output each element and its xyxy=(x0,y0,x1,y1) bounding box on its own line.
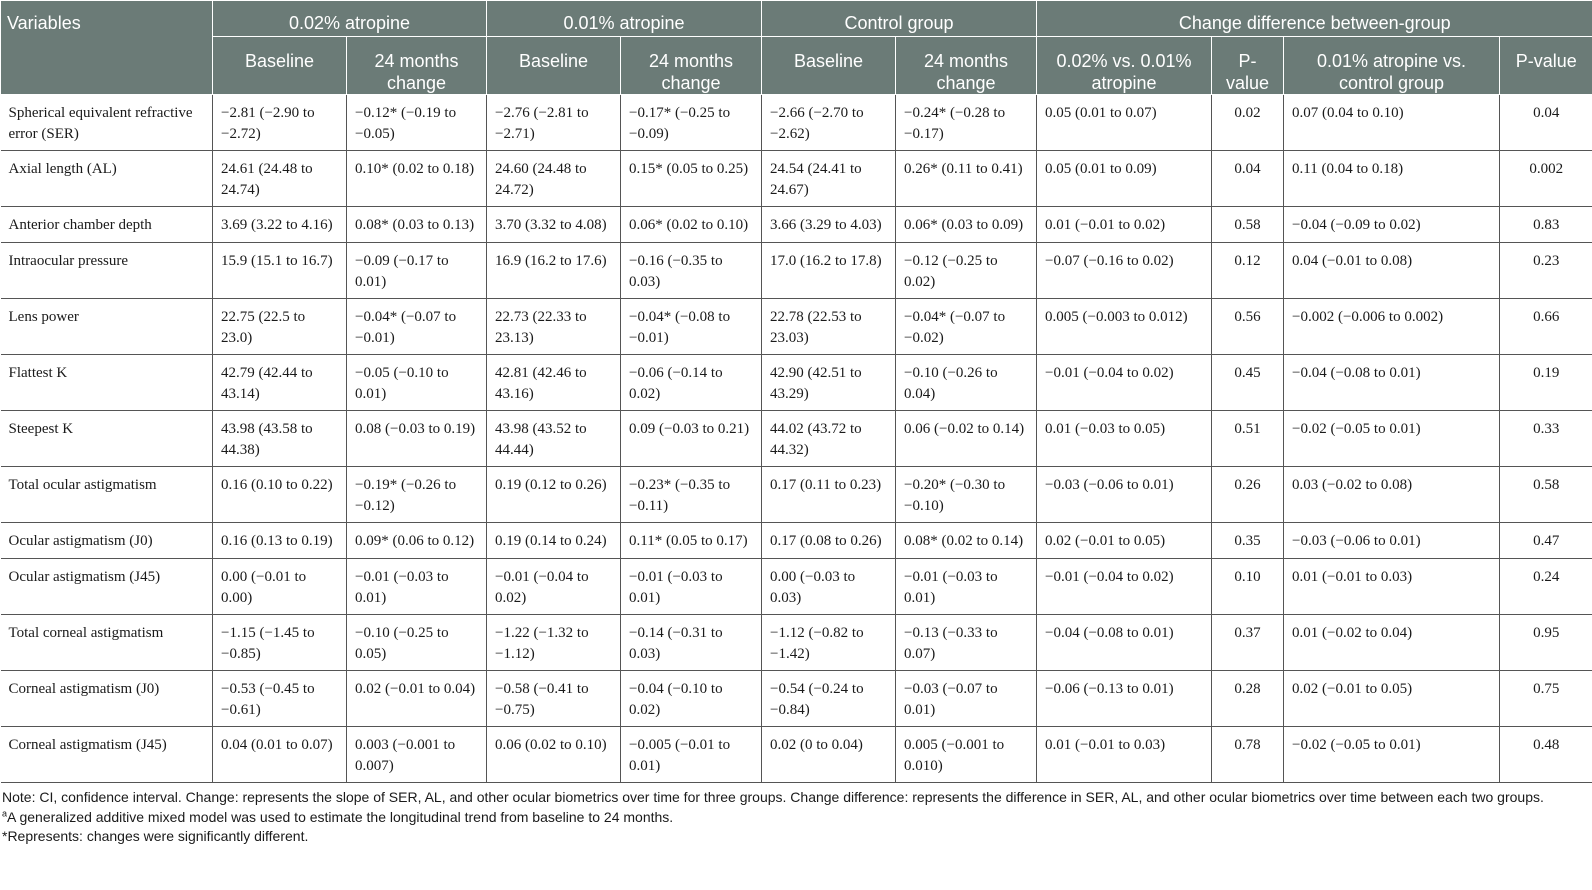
value-cell: 3.66 (3.29 to 4.03) xyxy=(762,207,896,243)
table-row xyxy=(1,671,1592,727)
value-cell: 0.17 (0.08 to 0.26) xyxy=(762,523,896,559)
value-cell: 0.05 (0.01 to 0.09) xyxy=(1037,151,1212,207)
value-cell: 43.98 (43.58 to 44.38) xyxy=(213,411,347,467)
p-value-cell: 0.002 xyxy=(1500,151,1592,207)
value-cell: −0.03 (−0.06 to 0.01) xyxy=(1037,467,1212,523)
table-row xyxy=(1,523,1592,559)
header-baseline-001: Baseline xyxy=(487,37,621,95)
p-value-cell: 0.28 xyxy=(1212,671,1284,727)
header-group-001: 0.01% atropine xyxy=(487,1,762,37)
value-cell: −0.10 (−0.26 to 0.04) xyxy=(896,355,1037,411)
row-variable: Steepest K xyxy=(1,411,213,467)
value-cell: 15.9 (15.1 to 16.7) xyxy=(213,243,347,299)
value-cell: −0.04 (−0.08 to 0.01) xyxy=(1284,355,1500,411)
p-value-cell: 0.02 xyxy=(1212,95,1284,151)
value-cell: 0.16 (0.13 to 0.19) xyxy=(213,523,347,559)
value-cell: −0.01 (−0.03 to 0.01) xyxy=(896,559,1037,615)
value-cell: −2.66 (−2.70 to −2.62) xyxy=(762,95,896,151)
table-row xyxy=(1,559,1592,615)
header-baseline-control: Baseline xyxy=(762,37,896,95)
value-cell: −0.04 (−0.10 to 0.02) xyxy=(621,671,762,727)
value-cell: 0.06 (0.02 to 0.10) xyxy=(487,727,621,783)
table-row xyxy=(1,355,1592,411)
p-value-cell: 0.37 xyxy=(1212,615,1284,671)
p-value-cell: 0.24 xyxy=(1500,559,1592,615)
value-cell: −0.01 (−0.04 to 0.02) xyxy=(487,559,621,615)
header-variables: Variables xyxy=(1,1,213,95)
value-cell: −0.04* (−0.07 to −0.01) xyxy=(347,299,487,355)
value-cell: 0.05 (0.01 to 0.07) xyxy=(1037,95,1212,151)
value-cell: −0.24* (−0.28 to −0.17) xyxy=(896,95,1037,151)
value-cell: 0.09 (−0.03 to 0.21) xyxy=(621,411,762,467)
value-cell: 43.98 (43.52 to 44.44) xyxy=(487,411,621,467)
value-cell: 0.06 (−0.02 to 0.14) xyxy=(896,411,1037,467)
value-cell: −0.06 (−0.14 to 0.02) xyxy=(621,355,762,411)
value-cell: 0.005 (−0.001 to 0.010) xyxy=(896,727,1037,783)
value-cell: 0.01 (−0.03 to 0.05) xyxy=(1037,411,1212,467)
value-cell: 0.02 (−0.01 to 0.04) xyxy=(347,671,487,727)
note-significance: *Represents: changes were significantly different. xyxy=(2,828,309,844)
value-cell: 0.04 (−0.01 to 0.08) xyxy=(1284,243,1500,299)
table-row xyxy=(1,615,1592,671)
value-cell: 22.73 (22.33 to 23.13) xyxy=(487,299,621,355)
value-cell: −1.12 (−0.82 to −1.42) xyxy=(762,615,896,671)
value-cell: 22.78 (22.53 to 23.03) xyxy=(762,299,896,355)
p-value-cell: 0.48 xyxy=(1500,727,1592,783)
table-row xyxy=(1,151,1592,207)
row-variable: Axial length (AL) xyxy=(1,151,213,207)
value-cell: −0.01 (−0.04 to 0.02) xyxy=(1037,559,1212,615)
table-row xyxy=(1,95,1592,151)
table-row xyxy=(1,411,1592,467)
value-cell: 0.03 (−0.02 to 0.08) xyxy=(1284,467,1500,523)
value-cell: −0.01 (−0.04 to 0.02) xyxy=(1037,355,1212,411)
p-value-cell: 0.83 xyxy=(1500,207,1592,243)
value-cell: −0.04* (−0.07 to −0.02) xyxy=(896,299,1037,355)
p-value-cell: 0.47 xyxy=(1500,523,1592,559)
row-variable: Ocular astigmatism (J45) xyxy=(1,559,213,615)
value-cell: 24.60 (24.48 to 24.72) xyxy=(487,151,621,207)
value-cell: 0.15* (0.05 to 0.25) xyxy=(621,151,762,207)
value-cell: −0.05 (−0.10 to 0.01) xyxy=(347,355,487,411)
value-cell: −0.23* (−0.35 to −0.11) xyxy=(621,467,762,523)
value-cell: 42.79 (42.44 to 43.14) xyxy=(213,355,347,411)
value-cell: −0.005 (−0.01 to 0.01) xyxy=(621,727,762,783)
value-cell: −1.15 (−1.45 to −0.85) xyxy=(213,615,347,671)
header-change-control: 24 months change xyxy=(896,37,1037,95)
value-cell: −0.01 (−0.03 to 0.01) xyxy=(347,559,487,615)
value-cell: −0.54 (−0.24 to −0.84) xyxy=(762,671,896,727)
value-cell: −0.04 (−0.08 to 0.01) xyxy=(1037,615,1212,671)
value-cell: 0.11 (0.04 to 0.18) xyxy=(1284,151,1500,207)
header-baseline-002: Baseline xyxy=(213,37,347,95)
value-cell: 0.01 (−0.01 to 0.03) xyxy=(1037,727,1212,783)
value-cell: −0.12* (−0.19 to −0.05) xyxy=(347,95,487,151)
header-group-difference: Change difference between-group xyxy=(1037,1,1592,37)
value-cell: 0.01 (−0.02 to 0.04) xyxy=(1284,615,1500,671)
header-change-001: 24 months change xyxy=(621,37,762,95)
value-cell: 0.08* (0.02 to 0.14) xyxy=(896,523,1037,559)
value-cell: 3.69 (3.22 to 4.16) xyxy=(213,207,347,243)
value-cell: 0.19 (0.12 to 0.26) xyxy=(487,467,621,523)
header-group-002: 0.02% atropine xyxy=(213,1,487,37)
table-header xyxy=(1,1,1592,95)
value-cell: 0.003 (−0.001 to 0.007) xyxy=(347,727,487,783)
value-cell: −0.02 (−0.05 to 0.01) xyxy=(1284,727,1500,783)
row-variable: Total ocular astigmatism xyxy=(1,467,213,523)
value-cell: −0.04* (−0.08 to −0.01) xyxy=(621,299,762,355)
value-cell: 0.06* (0.03 to 0.09) xyxy=(896,207,1037,243)
value-cell: 0.11* (0.05 to 0.17) xyxy=(621,523,762,559)
value-cell: 0.08 (−0.03 to 0.19) xyxy=(347,411,487,467)
value-cell: 0.07 (0.04 to 0.10) xyxy=(1284,95,1500,151)
value-cell: 0.10* (0.02 to 0.18) xyxy=(347,151,487,207)
value-cell: 0.01 (−0.01 to 0.03) xyxy=(1284,559,1500,615)
p-value-cell: 0.12 xyxy=(1212,243,1284,299)
value-cell: −1.22 (−1.32 to −1.12) xyxy=(487,615,621,671)
note-model-text: A generalized additive mixed model was used to estimate the longitudinal trend from baseline to 24 months. xyxy=(7,808,674,825)
value-cell: 0.06* (0.02 to 0.10) xyxy=(621,207,762,243)
table-row xyxy=(1,207,1592,243)
value-cell: −2.81 (−2.90 to −2.72) xyxy=(213,95,347,151)
row-variable: Flattest K xyxy=(1,355,213,411)
header-change-002: 24 months change xyxy=(347,37,487,95)
value-cell: 16.9 (16.2 to 17.6) xyxy=(487,243,621,299)
value-cell: 0.00 (−0.03 to 0.03) xyxy=(762,559,896,615)
p-value-cell: 0.66 xyxy=(1500,299,1592,355)
value-cell: −0.12 (−0.25 to 0.02) xyxy=(896,243,1037,299)
value-cell: −0.002 (−0.006 to 0.002) xyxy=(1284,299,1500,355)
p-value-cell: 0.33 xyxy=(1500,411,1592,467)
value-cell: 24.61 (24.48 to 24.74) xyxy=(213,151,347,207)
value-cell: −0.20* (−0.30 to −0.10) xyxy=(896,467,1037,523)
row-variable: Corneal astigmatism (J0) xyxy=(1,671,213,727)
note-abbreviations: Note: CI, confidence interval. Change: represents the slope of SER, AL, and other ocular biometrics over time for three groups. Change difference: represents the difference in SER, AL, and other ocular biometrics over time between each two groups. xyxy=(2,789,1544,805)
table-row xyxy=(1,727,1592,783)
table-row xyxy=(1,299,1592,355)
value-cell: −0.03 (−0.07 to 0.01) xyxy=(896,671,1037,727)
table-row xyxy=(1,243,1592,299)
p-value-cell: 0.26 xyxy=(1212,467,1284,523)
value-cell: −0.07 (−0.16 to 0.02) xyxy=(1037,243,1212,299)
p-value-cell: 0.23 xyxy=(1500,243,1592,299)
value-cell: −0.02 (−0.05 to 0.01) xyxy=(1284,411,1500,467)
note-model-marker: a xyxy=(2,807,8,818)
p-value-cell: 0.75 xyxy=(1500,671,1592,727)
row-variable: Anterior chamber depth xyxy=(1,207,213,243)
value-cell: −0.10 (−0.25 to 0.05) xyxy=(347,615,487,671)
header-p-value-1: P-value xyxy=(1212,37,1284,95)
value-cell: 0.005 (−0.003 to 0.012) xyxy=(1037,299,1212,355)
value-cell: −0.17* (−0.25 to −0.09) xyxy=(621,95,762,151)
row-variable: Corneal astigmatism (J45) xyxy=(1,727,213,783)
value-cell: −0.03 (−0.06 to 0.01) xyxy=(1284,523,1500,559)
value-cell: −0.06 (−0.13 to 0.01) xyxy=(1037,671,1212,727)
value-cell: 22.75 (22.5 to 23.0) xyxy=(213,299,347,355)
value-cell: 0.02 (−0.01 to 0.05) xyxy=(1037,523,1212,559)
value-cell: −0.58 (−0.41 to −0.75) xyxy=(487,671,621,727)
row-variable: Spherical equivalent refractive error (SER) xyxy=(1,95,213,151)
value-cell: 42.90 (42.51 to 43.29) xyxy=(762,355,896,411)
p-value-cell: 0.51 xyxy=(1212,411,1284,467)
p-value-cell: 0.19 xyxy=(1500,355,1592,411)
value-cell: 0.09* (0.06 to 0.12) xyxy=(347,523,487,559)
value-cell: 0.02 (0 to 0.04) xyxy=(762,727,896,783)
value-cell: 44.02 (43.72 to 44.32) xyxy=(762,411,896,467)
header-group-control: Control group xyxy=(762,1,1037,37)
table-body xyxy=(1,95,1592,783)
value-cell: 0.26* (0.11 to 0.41) xyxy=(896,151,1037,207)
p-value-cell: 0.10 xyxy=(1212,559,1284,615)
p-value-cell: 0.04 xyxy=(1500,95,1592,151)
header-comparison-001-vs-control: 0.01% atropine vs. control group xyxy=(1284,37,1500,95)
p-value-cell: 0.35 xyxy=(1212,523,1284,559)
value-cell: 0.00 (−0.01 to 0.00) xyxy=(213,559,347,615)
row-variable: Ocular astigmatism (J0) xyxy=(1,523,213,559)
note-model xyxy=(2,808,1584,828)
p-value-cell: 0.58 xyxy=(1212,207,1284,243)
table-row xyxy=(1,467,1592,523)
value-cell: −2.76 (−2.81 to −2.71) xyxy=(487,95,621,151)
value-cell: 0.08* (0.03 to 0.13) xyxy=(347,207,487,243)
row-variable: Lens power xyxy=(1,299,213,355)
value-cell: −0.09 (−0.17 to 0.01) xyxy=(347,243,487,299)
p-value-cell: 0.45 xyxy=(1212,355,1284,411)
header-p-value-2: P-value xyxy=(1500,37,1592,95)
value-cell: −0.04 (−0.09 to 0.02) xyxy=(1284,207,1500,243)
header-comparison-002-vs-001: 0.02% vs. 0.01% atropine xyxy=(1037,37,1212,95)
value-cell: 0.19 (0.14 to 0.24) xyxy=(487,523,621,559)
value-cell: 17.0 (16.2 to 17.8) xyxy=(762,243,896,299)
value-cell: −0.13 (−0.33 to 0.07) xyxy=(896,615,1037,671)
value-cell: −0.53 (−0.45 to −0.61) xyxy=(213,671,347,727)
p-value-cell: 0.78 xyxy=(1212,727,1284,783)
p-value-cell: 0.56 xyxy=(1212,299,1284,355)
p-value-cell: 0.04 xyxy=(1212,151,1284,207)
value-cell: 0.02 (−0.01 to 0.05) xyxy=(1284,671,1500,727)
value-cell: 0.01 (−0.01 to 0.02) xyxy=(1037,207,1212,243)
value-cell: −0.19* (−0.26 to −0.12) xyxy=(347,467,487,523)
p-value-cell: 0.58 xyxy=(1500,467,1592,523)
value-cell: 3.70 (3.32 to 4.08) xyxy=(487,207,621,243)
value-cell: 42.81 (42.46 to 43.16) xyxy=(487,355,621,411)
value-cell: 0.16 (0.10 to 0.22) xyxy=(213,467,347,523)
value-cell: −0.01 (−0.03 to 0.01) xyxy=(621,559,762,615)
row-variable: Total corneal astigmatism xyxy=(1,615,213,671)
value-cell: −0.16 (−0.35 to 0.03) xyxy=(621,243,762,299)
p-value-cell: 0.95 xyxy=(1500,615,1592,671)
table-notes xyxy=(0,783,1592,847)
value-cell: 24.54 (24.41 to 24.67) xyxy=(762,151,896,207)
value-cell: 0.04 (0.01 to 0.07) xyxy=(213,727,347,783)
value-cell: −0.14 (−0.31 to 0.03) xyxy=(621,615,762,671)
value-cell: 0.17 (0.11 to 0.23) xyxy=(762,467,896,523)
row-variable: Intraocular pressure xyxy=(1,243,213,299)
